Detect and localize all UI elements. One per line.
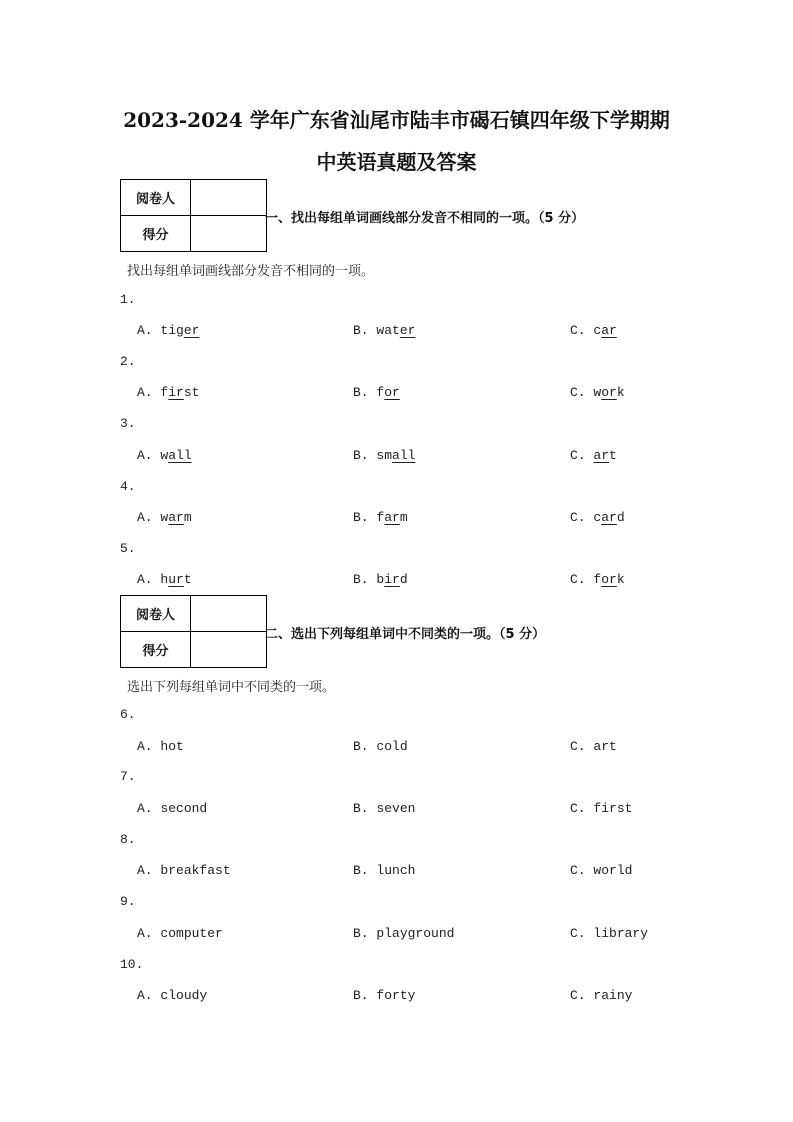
- option-word: cold: [376, 739, 408, 754]
- option-c[interactable]: [570, 801, 632, 816]
- option-word: breakfast: [160, 863, 231, 878]
- underlined-part: all: [168, 448, 192, 463]
- option-letter: A.: [137, 448, 153, 463]
- option-letter: B.: [353, 448, 369, 463]
- option-word: lunch: [376, 863, 416, 878]
- question-number: 9.: [120, 894, 136, 909]
- option-word: first: [593, 801, 633, 816]
- word-part: t: [183, 572, 192, 587]
- score-label: 得分: [121, 632, 191, 668]
- underlined-part: er: [399, 323, 416, 338]
- underlined-part: er: [183, 323, 200, 338]
- word-part: k: [616, 572, 625, 587]
- option-word: second: [160, 801, 208, 816]
- option-c[interactable]: [570, 739, 617, 754]
- option-letter: B.: [353, 863, 369, 878]
- option-b[interactable]: [353, 385, 400, 400]
- question-number: 2.: [120, 354, 136, 369]
- option-letter: B.: [353, 739, 369, 754]
- option-word: playground: [376, 926, 455, 941]
- option-word: cloudy: [160, 988, 208, 1003]
- option-letter: B.: [353, 801, 369, 816]
- option-letter: C.: [570, 385, 586, 400]
- option-b[interactable]: [353, 926, 454, 941]
- underlined-part: ir: [168, 385, 184, 400]
- option-word: computer: [160, 926, 223, 941]
- option-letter: A.: [137, 988, 153, 1003]
- option-c[interactable]: [570, 572, 625, 587]
- word-part: w: [160, 448, 169, 463]
- question-number: 8.: [120, 832, 136, 847]
- option-word: forty: [376, 988, 416, 1003]
- underlined-part: all: [392, 448, 416, 463]
- underlined-part: ar: [601, 323, 617, 338]
- underlined-part: ur: [168, 572, 184, 587]
- score-field[interactable]: [191, 632, 267, 668]
- word-part: tig: [160, 323, 184, 338]
- word-part: w: [160, 510, 169, 525]
- document-title-line-1: 2023-2024 学年广东省汕尾市陆丰市碣石镇四年级下学期期: [123, 108, 670, 132]
- score-table-section-2: [120, 595, 267, 668]
- option-a[interactable]: [137, 926, 223, 941]
- section-1-instruction: 找出每组单词画线部分发音不相同的一项。: [127, 264, 375, 279]
- option-letter: A.: [137, 863, 153, 878]
- option-b[interactable]: [353, 323, 415, 338]
- option-letter: A.: [137, 572, 153, 587]
- option-letter: A.: [137, 926, 153, 941]
- word-part: f: [593, 572, 602, 587]
- option-letter: C.: [570, 510, 586, 525]
- option-b[interactable]: [353, 510, 408, 525]
- section-2-instruction: 选出下列每组单词中不同类的一项。: [127, 680, 336, 695]
- option-word: hot: [160, 739, 184, 754]
- option-letter: A.: [137, 385, 153, 400]
- option-b[interactable]: [353, 801, 415, 816]
- question-number: 1.: [120, 292, 136, 307]
- question-number: 5.: [120, 541, 136, 556]
- option-letter: C.: [570, 323, 586, 338]
- option-a[interactable]: [137, 988, 207, 1003]
- option-a[interactable]: [137, 863, 231, 878]
- option-word: world: [593, 863, 633, 878]
- word-part: d: [616, 510, 625, 525]
- reviewer-label: 阅卷人: [121, 180, 191, 216]
- option-letter: A.: [137, 801, 153, 816]
- option-letter: B.: [353, 988, 369, 1003]
- question-number: 4.: [120, 479, 136, 494]
- option-b[interactable]: [353, 863, 415, 878]
- underlined-part: or: [601, 572, 617, 587]
- word-part: w: [593, 385, 602, 400]
- word-part: f: [376, 510, 385, 525]
- word-part: t: [609, 448, 617, 463]
- score-field[interactable]: [191, 216, 267, 252]
- option-letter: C.: [570, 863, 586, 878]
- option-letter: B.: [353, 926, 369, 941]
- word-part: f: [160, 385, 169, 400]
- option-letter: C.: [570, 572, 586, 587]
- option-a[interactable]: [137, 572, 192, 587]
- reviewer-field[interactable]: [191, 180, 267, 216]
- word-part: c: [593, 510, 602, 525]
- option-a[interactable]: [137, 510, 192, 525]
- option-b[interactable]: [353, 572, 408, 587]
- option-letter: B.: [353, 572, 369, 587]
- option-word: art: [593, 739, 617, 754]
- word-part: c: [593, 323, 602, 338]
- option-letter: B.: [353, 510, 369, 525]
- option-c[interactable]: [570, 385, 625, 400]
- word-part: b: [376, 572, 385, 587]
- underlined-part: or: [384, 385, 400, 400]
- underlined-part: ar: [168, 510, 184, 525]
- underlined-part: ar: [384, 510, 400, 525]
- question-number: 6.: [120, 707, 136, 722]
- reviewer-label: 阅卷人: [121, 596, 191, 632]
- option-letter: A.: [137, 323, 153, 338]
- option-c[interactable]: [570, 863, 632, 878]
- option-a[interactable]: [137, 323, 199, 338]
- option-a[interactable]: [137, 448, 192, 463]
- section-1-heading: 一、找出每组单词画线部分发音不相同的一项。（5 分）: [265, 211, 585, 226]
- reviewer-field[interactable]: [191, 596, 267, 632]
- option-word: seven: [376, 801, 416, 816]
- document-title-line-2: 中英语真题及答案: [316, 150, 477, 174]
- question-number: 3.: [120, 416, 136, 431]
- underlined-part: ir: [384, 572, 400, 587]
- word-part: m: [399, 510, 408, 525]
- word-part: sm: [376, 448, 393, 463]
- option-letter: C.: [570, 801, 586, 816]
- underlined-part: ar: [593, 448, 610, 463]
- option-a[interactable]: [137, 801, 207, 816]
- score-table-section-1: [120, 179, 267, 252]
- word-part: d: [399, 572, 408, 587]
- option-letter: C.: [570, 926, 586, 941]
- word-part: st: [183, 385, 200, 400]
- option-word: library: [593, 926, 649, 941]
- question-number: 10.: [120, 957, 144, 972]
- option-c[interactable]: [570, 323, 617, 338]
- question-number: 7.: [120, 769, 136, 784]
- option-c[interactable]: [570, 448, 617, 463]
- option-word: rainy: [593, 988, 633, 1003]
- underlined-part: ar: [601, 510, 617, 525]
- option-letter: C.: [570, 448, 586, 463]
- section-2-heading: 二、选出下列每组单词中不同类的一项。（5 分）: [265, 627, 546, 642]
- word-part: m: [183, 510, 192, 525]
- option-b[interactable]: [353, 988, 415, 1003]
- word-part: f: [376, 385, 385, 400]
- word-part: h: [160, 572, 169, 587]
- option-c[interactable]: [570, 988, 632, 1003]
- option-a[interactable]: [137, 385, 199, 400]
- option-c[interactable]: [570, 510, 625, 525]
- word-part: wat: [376, 323, 400, 338]
- option-letter: B.: [353, 323, 369, 338]
- word-part: k: [616, 385, 625, 400]
- option-letter: C.: [570, 739, 586, 754]
- option-a[interactable]: [137, 739, 184, 754]
- option-letter: B.: [353, 385, 369, 400]
- option-letter: A.: [137, 510, 153, 525]
- option-letter: C.: [570, 988, 586, 1003]
- underlined-part: or: [601, 385, 617, 400]
- option-letter: A.: [137, 739, 153, 754]
- option-b[interactable]: [353, 739, 408, 754]
- score-label: 得分: [121, 216, 191, 252]
- option-b[interactable]: [353, 448, 415, 463]
- option-c[interactable]: [570, 926, 648, 941]
